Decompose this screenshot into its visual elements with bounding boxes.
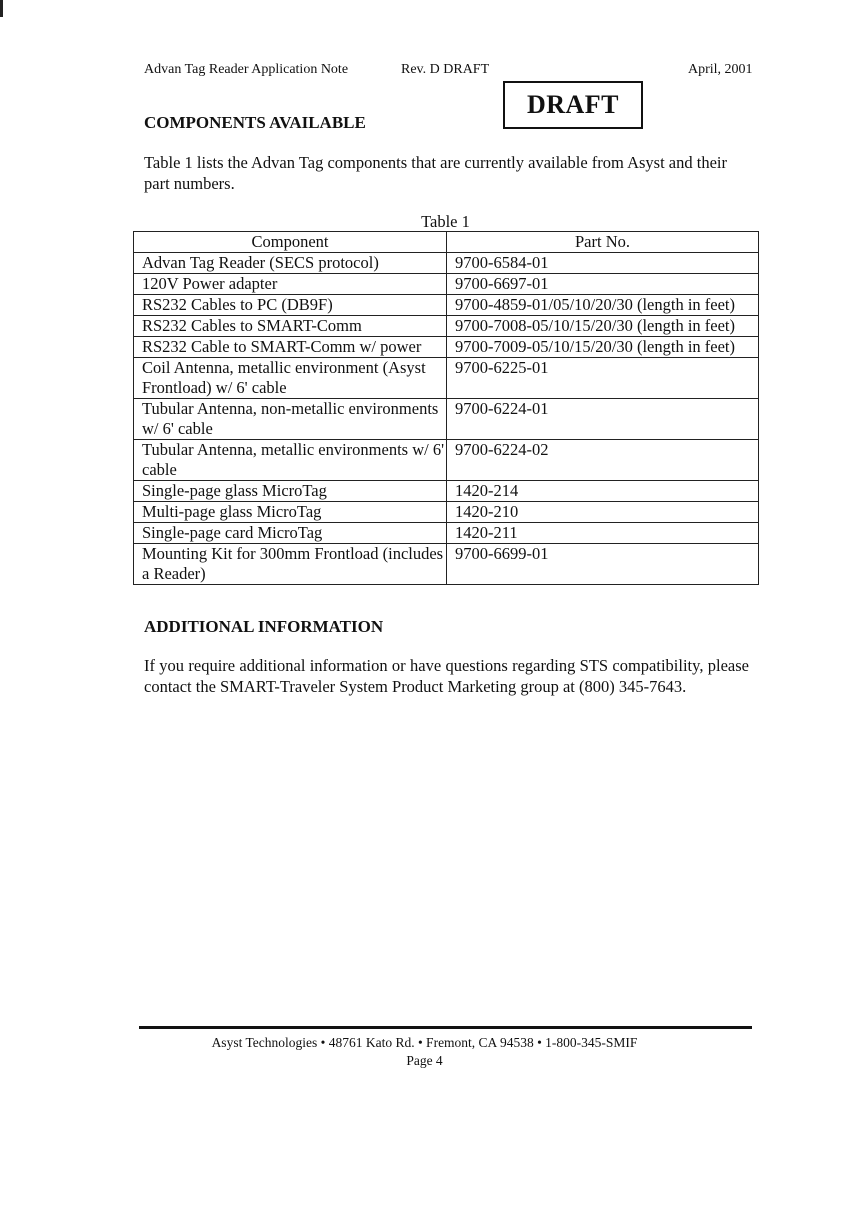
header-document-title: Advan Tag Reader Application Note <box>144 62 349 77</box>
component-cell: RS232 Cables to PC (DB9F) <box>134 295 447 316</box>
table-row <box>134 316 759 337</box>
page-number: Page 4 <box>406 1053 443 1068</box>
component-cell: Single-page glass MicroTag <box>134 481 447 502</box>
footer-divider <box>139 1026 752 1029</box>
scan-edge-mark <box>0 0 3 17</box>
table-header-row <box>134 232 759 253</box>
part-number-cell: 9700-6225-01 <box>447 358 759 399</box>
table-row <box>134 502 759 523</box>
table-row <box>134 337 759 358</box>
part-number-cell: 9700-6699-01 <box>447 544 759 585</box>
header-date: April, 2001 <box>688 62 753 77</box>
part-number-cell: 9700-6224-01 <box>447 399 759 440</box>
table-row <box>134 440 759 481</box>
table-row <box>134 399 759 440</box>
table-row <box>134 523 759 544</box>
footer-address: Asyst Technologies • 48761 Kato Rd. • Fremont, CA 94538 • 1-800-345-SMIF <box>211 1035 638 1050</box>
part-number-cell: 9700-6584-01 <box>447 253 759 274</box>
table-row <box>134 253 759 274</box>
component-cell: 120V Power adapter <box>134 274 447 295</box>
section-heading-additional-info: ADDITIONAL INFORMATION <box>144 617 384 636</box>
section-heading-components: COMPONENTS AVAILABLE <box>144 113 366 132</box>
header-revision: Rev. D DRAFT <box>401 62 490 77</box>
component-cell: RS232 Cables to SMART-Comm <box>134 316 447 337</box>
part-number-cell: 9700-7008-05/10/15/20/30 (length in feet) <box>447 316 759 337</box>
component-cell: Tubular Antenna, metallic environments w/ 6' cable <box>134 440 447 481</box>
components-table <box>133 231 759 585</box>
part-number-cell: 9700-4859-01/05/10/20/30 (length in feet) <box>447 295 759 316</box>
component-cell: Tubular Antenna, non-metallic environments w/ 6' cable <box>134 399 447 440</box>
part-number-cell: 1420-214 <box>447 481 759 502</box>
part-number-cell: 1420-210 <box>447 502 759 523</box>
part-number-cell: 9700-7009-05/10/15/20/30 (length in feet) <box>447 337 759 358</box>
intro-paragraph: Table 1 lists the Advan Tag components that are currently available from Asyst and their part numbers. <box>144 153 727 193</box>
column-header-component: Component <box>134 232 447 253</box>
table-caption: Table 1 <box>421 212 470 231</box>
column-header-part-no: Part No. <box>447 232 759 253</box>
contact-paragraph: If you require additional information or have questions regarding STS compatibility, please contact the SMART-Traveler System Product Marketing group at (800) 345-7643. <box>144 656 749 696</box>
component-cell: Multi-page glass MicroTag <box>134 502 447 523</box>
table-row <box>134 481 759 502</box>
component-cell: Advan Tag Reader (SECS protocol) <box>134 253 447 274</box>
part-number-cell: 9700-6697-01 <box>447 274 759 295</box>
component-cell: Coil Antenna, metallic environment (Asyst Frontload) w/ 6' cable <box>134 358 447 399</box>
table-row <box>134 295 759 316</box>
component-cell: RS232 Cable to SMART-Comm w/ power <box>134 337 447 358</box>
table-row <box>134 544 759 585</box>
component-cell: Single-page card MicroTag <box>134 523 447 544</box>
part-number-cell: 9700-6224-02 <box>447 440 759 481</box>
part-number-cell: 1420-211 <box>447 523 759 544</box>
table-row <box>134 358 759 399</box>
component-cell: Mounting Kit for 300mm Frontload (includes a Reader) <box>134 544 447 585</box>
table-row <box>134 274 759 295</box>
draft-stamp: DRAFT <box>503 81 643 129</box>
